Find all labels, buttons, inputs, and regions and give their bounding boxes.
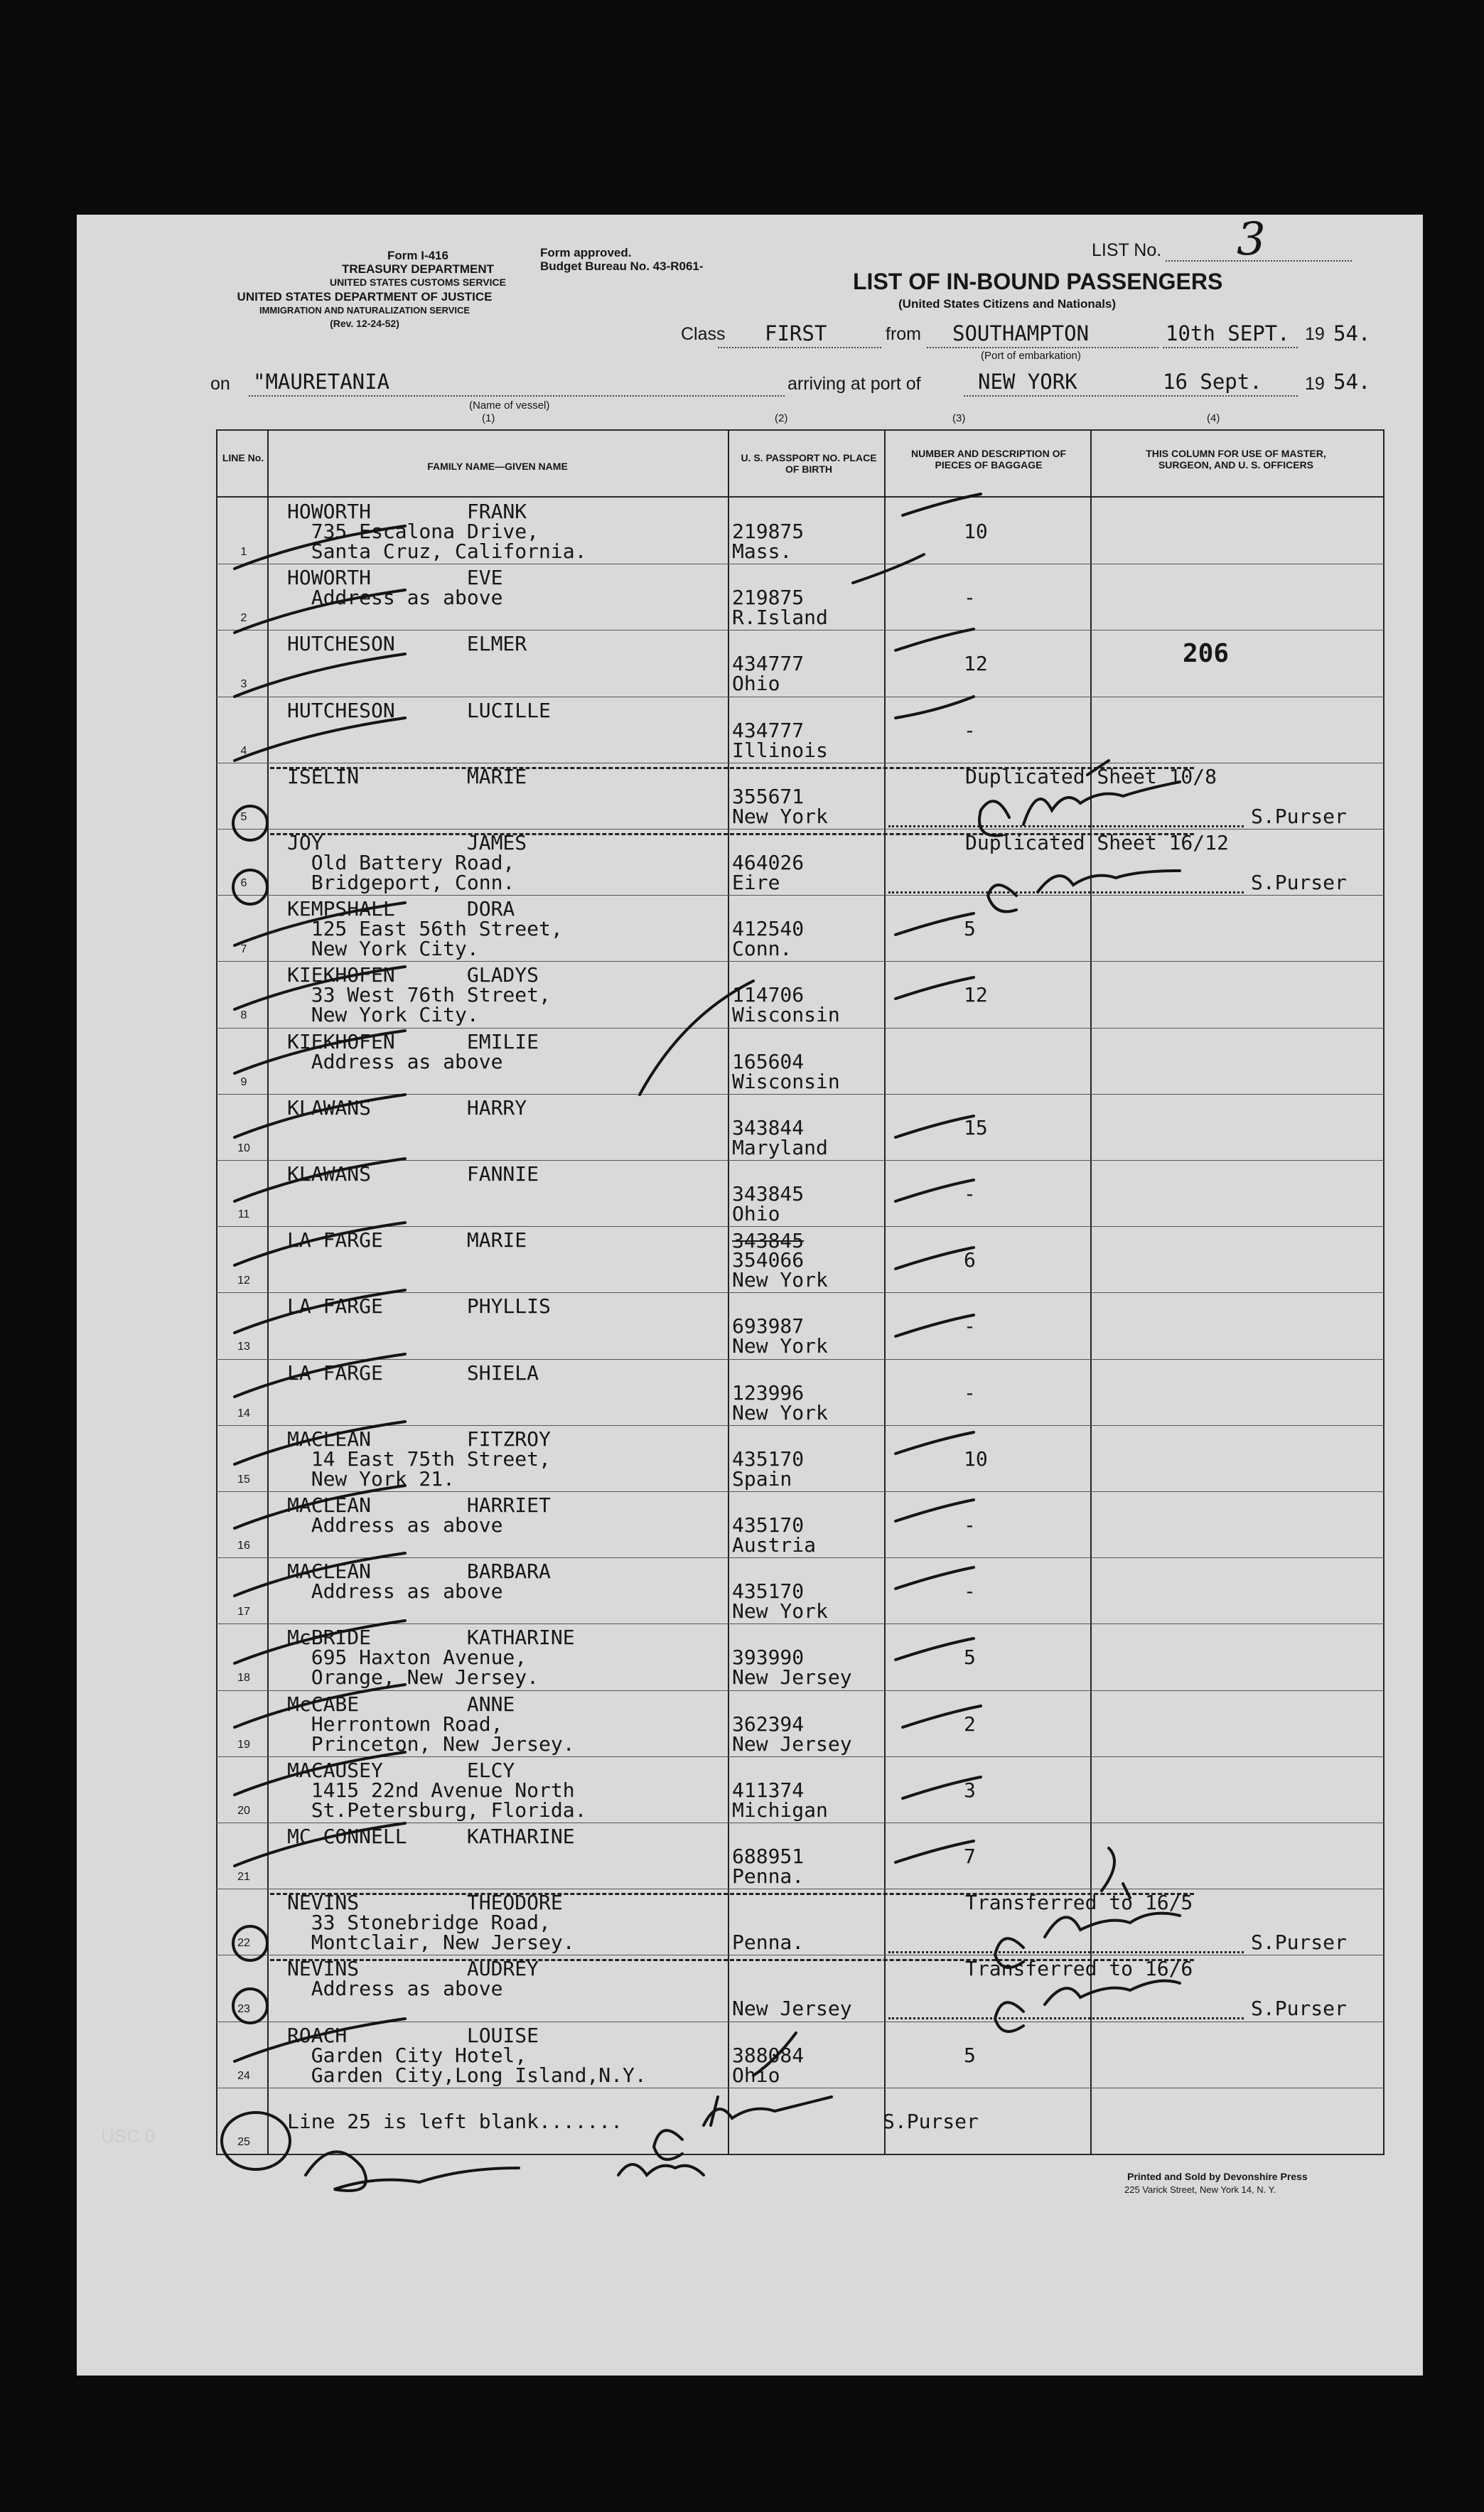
baggage-count: -	[964, 1579, 976, 1604]
klawans-struck-passport: 343845	[732, 1229, 805, 1252]
row-divider	[216, 1623, 1384, 1624]
departure-date: 10th SEPT.	[1166, 321, 1290, 345]
vessel-note: (Name of vessel)	[469, 399, 550, 412]
place-of-birth: Illinois	[732, 738, 828, 762]
passenger-name: Line 25 is left blank.......	[287, 2109, 623, 2133]
passport-number: 435170	[732, 1446, 805, 1471]
purser-label: S.Purser	[1251, 871, 1347, 894]
form-id-block	[326, 249, 510, 289]
arrival-year-prefix: 19	[1305, 374, 1325, 394]
passenger-name: NEVINS THEODORE	[287, 1891, 563, 1915]
passenger-address-line2: Montclair, New Jersey.	[287, 1931, 575, 1955]
passenger-address-line1: 33 Stonebridge Road,	[287, 1911, 551, 1935]
from-label: from	[886, 324, 921, 344]
vessel-colnum: (1)	[482, 412, 495, 424]
baggage-count: 15	[964, 1115, 988, 1139]
cancel-dashline	[270, 767, 1194, 769]
passenger-address-line1: Address as above	[287, 1977, 503, 2001]
duplication-note: Duplicated Sheet 16/12	[965, 831, 1229, 854]
printer-line-1: Printed and Sold by Devonshire Press	[1127, 2171, 1308, 2182]
col-header-baggage: NUMBER AND DESCRIPTION OF PIECES OF BAGGAGE	[910, 448, 1067, 471]
passenger-address-line1: Herrontown Road,	[287, 1712, 503, 1736]
line-number: 16	[237, 1540, 250, 1552]
passport-number: 114706	[732, 983, 805, 1007]
line-number: 9	[240, 1075, 247, 1088]
passenger-address-line1: 33 West 76th Street,	[287, 983, 551, 1007]
arrival-date: 16 Sept.	[1163, 370, 1262, 394]
passport-number: 464026	[732, 851, 805, 874]
baggage-count: 10	[964, 1446, 988, 1471]
row-divider	[216, 1094, 1384, 1095]
baggage-count: 10	[964, 520, 988, 543]
treasury-department: TREASURY DEPARTMENT	[341, 262, 495, 276]
vessel-underline	[249, 395, 785, 397]
passenger-address-line1: 735 Escalona Drive,	[287, 520, 539, 543]
printer-line-2: 225 Varick Street, New York 14, N. Y.	[1124, 2184, 1276, 2195]
department-of-justice: UNITED STATES DEPARTMENT OF JUSTICE	[237, 290, 493, 304]
line-number: 1	[240, 546, 247, 558]
passport-number: 693987	[732, 1314, 805, 1338]
line-number: 19	[237, 1738, 250, 1751]
passenger-address-line2: New York City.	[287, 937, 479, 961]
place-of-birth: New York	[732, 1268, 828, 1292]
passenger-name: HOWORTH FRANK	[287, 500, 527, 523]
arriving-label: arriving at port of	[787, 374, 921, 394]
passenger-name: McCABE ANNE	[287, 1692, 515, 1716]
place-of-birth: New Jersey	[732, 1732, 852, 1756]
line-number: 18	[237, 1672, 250, 1685]
customs-service: UNITED STATES CUSTOMS SERVICE	[330, 277, 506, 288]
line-number: 20	[237, 1804, 250, 1817]
duplication-note: Transferred to 16/5	[965, 1891, 1193, 1915]
place-of-birth: Maryland	[732, 1135, 828, 1159]
passport-number: 388084	[732, 2043, 805, 2067]
passenger-address-line1: Address as above	[287, 1513, 503, 1537]
passenger-address-line1: 695 Haxton Avenue,	[287, 1646, 527, 1670]
passenger-address-line1: Address as above	[287, 1579, 503, 1604]
passenger-address-line2: Princeton, New Jersey.	[287, 1732, 575, 1756]
line-number: 13	[237, 1341, 250, 1353]
revision-date: (Rev. 12-24-52)	[330, 318, 399, 329]
passenger-name: KLAWANS HARRY	[287, 1095, 527, 1120]
from-value: SOUTHAMPTON	[952, 321, 1090, 345]
passport-number: 434777	[732, 718, 805, 742]
baggage-count: 6	[964, 1248, 976, 1272]
place-of-birth: Eire	[732, 871, 780, 894]
place-of-birth: R.Island	[732, 606, 828, 630]
baggage-count: 2	[964, 1712, 976, 1736]
passenger-name: ROACH LOUISE	[287, 2023, 539, 2047]
passport-number: 165604	[732, 1049, 805, 1073]
passport-number: 355671	[732, 784, 805, 808]
passenger-name: ISELIN MARIE	[287, 764, 527, 788]
row-divider	[216, 1359, 1384, 1360]
passenger-name: KIEKHOFEN GLADYS	[287, 963, 539, 987]
cancel-dashline	[270, 1959, 1194, 1961]
passport-number: 123996	[732, 1380, 805, 1405]
passport-number: 219875	[732, 520, 805, 543]
row-divider	[216, 1690, 1384, 1691]
class-value: FIRST	[765, 321, 827, 345]
col-header-name: FAMILY NAME—GIVEN NAME	[427, 461, 568, 472]
line-number: 3	[240, 678, 247, 691]
passenger-address-line2: New York 21.	[287, 1466, 456, 1491]
passenger-address-line1: 1415 22nd Avenue North	[287, 1778, 575, 1802]
passenger-address-line2: Orange, New Jersey.	[287, 1665, 539, 1690]
class-underline	[718, 347, 881, 348]
arrival-underline	[964, 395, 1298, 397]
passenger-name: LA FARGE PHYLLIS	[287, 1294, 551, 1319]
row-divider	[216, 961, 1384, 962]
passport-number: 411374	[732, 1778, 805, 1802]
place-of-birth: New Jersey	[732, 1997, 852, 2021]
on-label: on	[210, 374, 230, 394]
class-label: Class	[681, 324, 726, 344]
passenger-name: MACAUSEY ELCY	[287, 1758, 515, 1782]
place-of-birth: Penna.	[732, 1864, 805, 1888]
passenger-address-line2: Bridgeport, Conn.	[287, 871, 515, 894]
passport-number: 362394	[732, 1712, 805, 1736]
passenger-name: HUTCHESON ELMER	[287, 632, 527, 656]
passenger-address-line1: Garden City Hotel,	[287, 2043, 527, 2067]
form-approved: Form approved.	[540, 246, 632, 259]
purser-label: S.Purser	[1251, 804, 1347, 828]
budget-bureau: Budget Bureau No. 43-R061-	[540, 259, 704, 273]
row-divider	[216, 1226, 1384, 1227]
passenger-address-line1: Old Battery Road,	[287, 851, 515, 874]
purser-label: S.Purser	[883, 2109, 979, 2133]
line-number: 7	[240, 943, 247, 956]
passenger-name: LA FARGE SHIELA	[287, 1360, 539, 1385]
list-no-value: 3	[1237, 213, 1266, 266]
line-number: 25	[237, 2135, 250, 2148]
passenger-name: MACLEAN FITZROY	[287, 1427, 551, 1451]
passport-number: 412540	[732, 917, 805, 941]
place-of-birth: New Jersey	[732, 1665, 852, 1690]
passenger-name: MACLEAN BARBARA	[287, 1560, 551, 1584]
row-divider	[216, 1028, 1384, 1029]
row-divider	[216, 829, 1384, 830]
place-of-birth: New York	[732, 1334, 828, 1358]
cancel-dashline	[270, 833, 1194, 835]
passenger-address-line1: 14 East 75th Street,	[287, 1446, 551, 1471]
duplication-note: Transferred to 16/6	[965, 1957, 1193, 1981]
line-number: 22	[237, 1937, 250, 1950]
departure-year: 54.	[1333, 321, 1371, 345]
row-divider	[216, 1756, 1384, 1757]
passenger-name: HOWORTH EVE	[287, 566, 503, 590]
line-number: 17	[237, 1606, 250, 1619]
page-title: LIST OF IN-BOUND PASSENGERS	[853, 269, 1223, 294]
passenger-address-line2: Santa Cruz, California.	[287, 540, 587, 563]
passenger-address-line2: St.Petersburg, Florida.	[287, 1798, 587, 1822]
baggage-count: 7	[964, 1845, 976, 1868]
place-of-birth: Spain	[732, 1466, 792, 1491]
from-underline	[927, 347, 1158, 348]
place-of-birth: Michigan	[732, 1798, 828, 1822]
passenger-name: MC CONNELL KATHARINE	[287, 1825, 575, 1848]
baggage-count: 5	[964, 1646, 976, 1670]
table-bottom-border	[216, 2154, 1384, 2155]
passport-number: 343844	[732, 1115, 805, 1139]
passenger-address-line2: Garden City,Long Island,N.Y.	[287, 2063, 647, 2087]
col-header-line-no: LINE No.	[222, 452, 264, 463]
department-block	[212, 290, 517, 331]
place-of-birth: Mass.	[732, 540, 792, 563]
baggage-count: -	[964, 586, 976, 610]
duplication-note: Duplicated Sheet 10/8	[965, 764, 1217, 788]
arrival-year: 54.	[1333, 370, 1371, 394]
line-number: 12	[237, 1274, 250, 1287]
col-header-officers: THIS COLUMN FOR USE OF MASTER, SURGEON, AND U. S. OFFICERS	[1146, 448, 1326, 471]
place-of-birth: New York	[732, 1400, 828, 1424]
passenger-address-line1: 125 East 56th Street,	[287, 917, 563, 941]
line-number: 4	[240, 744, 247, 757]
page-subtitle: (United States Citizens and Nationals)	[898, 297, 1117, 311]
line-number: 11	[237, 1208, 250, 1220]
place-of-birth: Ohio	[732, 672, 780, 696]
passport-number: 393990	[732, 1646, 805, 1670]
baggage-count: -	[964, 1182, 976, 1206]
signature-dashline	[888, 1951, 1244, 1953]
line-number: 24	[237, 2069, 250, 2082]
purser-label: S.Purser	[1251, 1997, 1347, 2021]
col-number-4: (4)	[1207, 412, 1220, 424]
passenger-name: KIEKHOFEN EMILIE	[287, 1029, 539, 1053]
form-number: Form I-416	[387, 249, 448, 262]
line-number: 14	[237, 1407, 250, 1419]
passport-number: 219875	[732, 586, 805, 610]
row-divider	[216, 895, 1384, 896]
place-of-birth: Ohio	[732, 2063, 780, 2087]
col-number-3: (3)	[952, 412, 966, 424]
row-divider	[216, 1160, 1384, 1161]
passenger-name: McBRIDE KATHARINE	[287, 1626, 575, 1650]
baggage-count: -	[964, 1314, 976, 1338]
line-number: 15	[237, 1473, 250, 1486]
baggage-count: 3	[964, 1778, 976, 1802]
baggage-count: -	[964, 718, 976, 742]
passport-number: 435170	[732, 1579, 805, 1604]
line-number: 5	[240, 810, 247, 823]
passenger-name: LA FARGE MARIE	[287, 1228, 527, 1252]
place-of-birth: Conn.	[732, 937, 792, 961]
departure-underline	[1163, 347, 1298, 348]
arrival-port: NEW YORK	[978, 370, 1077, 394]
approval-block	[540, 246, 704, 273]
line-number: 8	[240, 1009, 247, 1022]
baggage-count: 12	[964, 652, 988, 676]
vessel-name: "MAURETANIA	[253, 370, 390, 394]
row-divider	[216, 1557, 1384, 1558]
col-header-passport: U. S. PASSPORT NO. PLACE OF BIRTH	[741, 452, 877, 475]
passport-number: 435170	[732, 1513, 805, 1537]
col-number-2: (2)	[775, 412, 788, 424]
port-note: (Port of embarkation)	[981, 350, 1081, 362]
passport-number: 688951	[732, 1845, 805, 1868]
row-divider	[216, 1491, 1384, 1492]
baggage-count: 5	[964, 2043, 976, 2067]
departure-year-prefix: 19	[1305, 324, 1325, 344]
form-code: USC 0	[101, 2125, 156, 2147]
passenger-address-line1: Address as above	[287, 586, 503, 610]
purser-label: S.Purser	[1251, 1931, 1347, 1955]
place-of-birth: Wisconsin	[732, 1069, 840, 1093]
line-number: 2	[240, 612, 247, 625]
passenger-name: HUTCHESON LUCILLE	[287, 698, 551, 722]
baggage-count: -	[964, 1380, 976, 1405]
place-of-birth: Wisconsin	[732, 1003, 840, 1027]
place-of-birth: New York	[732, 1599, 828, 1623]
baggage-count: 12	[964, 983, 988, 1007]
passport-number: 354066	[732, 1248, 805, 1272]
table-top-border	[216, 429, 1384, 431]
place-of-birth: Austria	[732, 1533, 817, 1557]
row-divider	[216, 1292, 1384, 1293]
passenger-name: NEVINS AUDREY	[287, 1957, 539, 1981]
passenger-name: KEMPSHALL DORA	[287, 897, 515, 921]
signature-dashline	[888, 891, 1244, 893]
place-of-birth: Ohio	[732, 1202, 780, 1225]
row-divider	[216, 1425, 1384, 1426]
cancel-dashline	[270, 1893, 1194, 1895]
signature-dashline	[888, 2017, 1244, 2019]
immigration-service: IMMIGRATION AND NATURALIZATION SERVICE	[259, 305, 471, 316]
line-number: 23	[237, 2003, 250, 2016]
passenger-name: MACLEAN HARRIET	[287, 1493, 551, 1517]
list-no-label: LIST No.	[1092, 240, 1162, 260]
line-number: 21	[237, 1871, 250, 1883]
signature-dashline	[888, 825, 1244, 827]
officer-note: 206	[1183, 639, 1230, 669]
passenger-address-line1: Address as above	[287, 1049, 503, 1073]
passenger-address-line2: New York City.	[287, 1003, 479, 1027]
passport-number: 434777	[732, 652, 805, 676]
line-number: 10	[237, 1142, 250, 1154]
passenger-name: JOY JAMES	[287, 831, 527, 854]
place-of-birth: Penna.	[732, 1931, 805, 1955]
place-of-birth: New York	[732, 804, 828, 828]
line-number: 6	[240, 877, 247, 889]
header-bottom-border	[216, 496, 1384, 498]
passenger-name: KLAWANS FANNIE	[287, 1162, 539, 1186]
baggage-count: 5	[964, 917, 976, 941]
passport-number: 343845	[732, 1182, 805, 1206]
baggage-count: -	[964, 1513, 976, 1537]
